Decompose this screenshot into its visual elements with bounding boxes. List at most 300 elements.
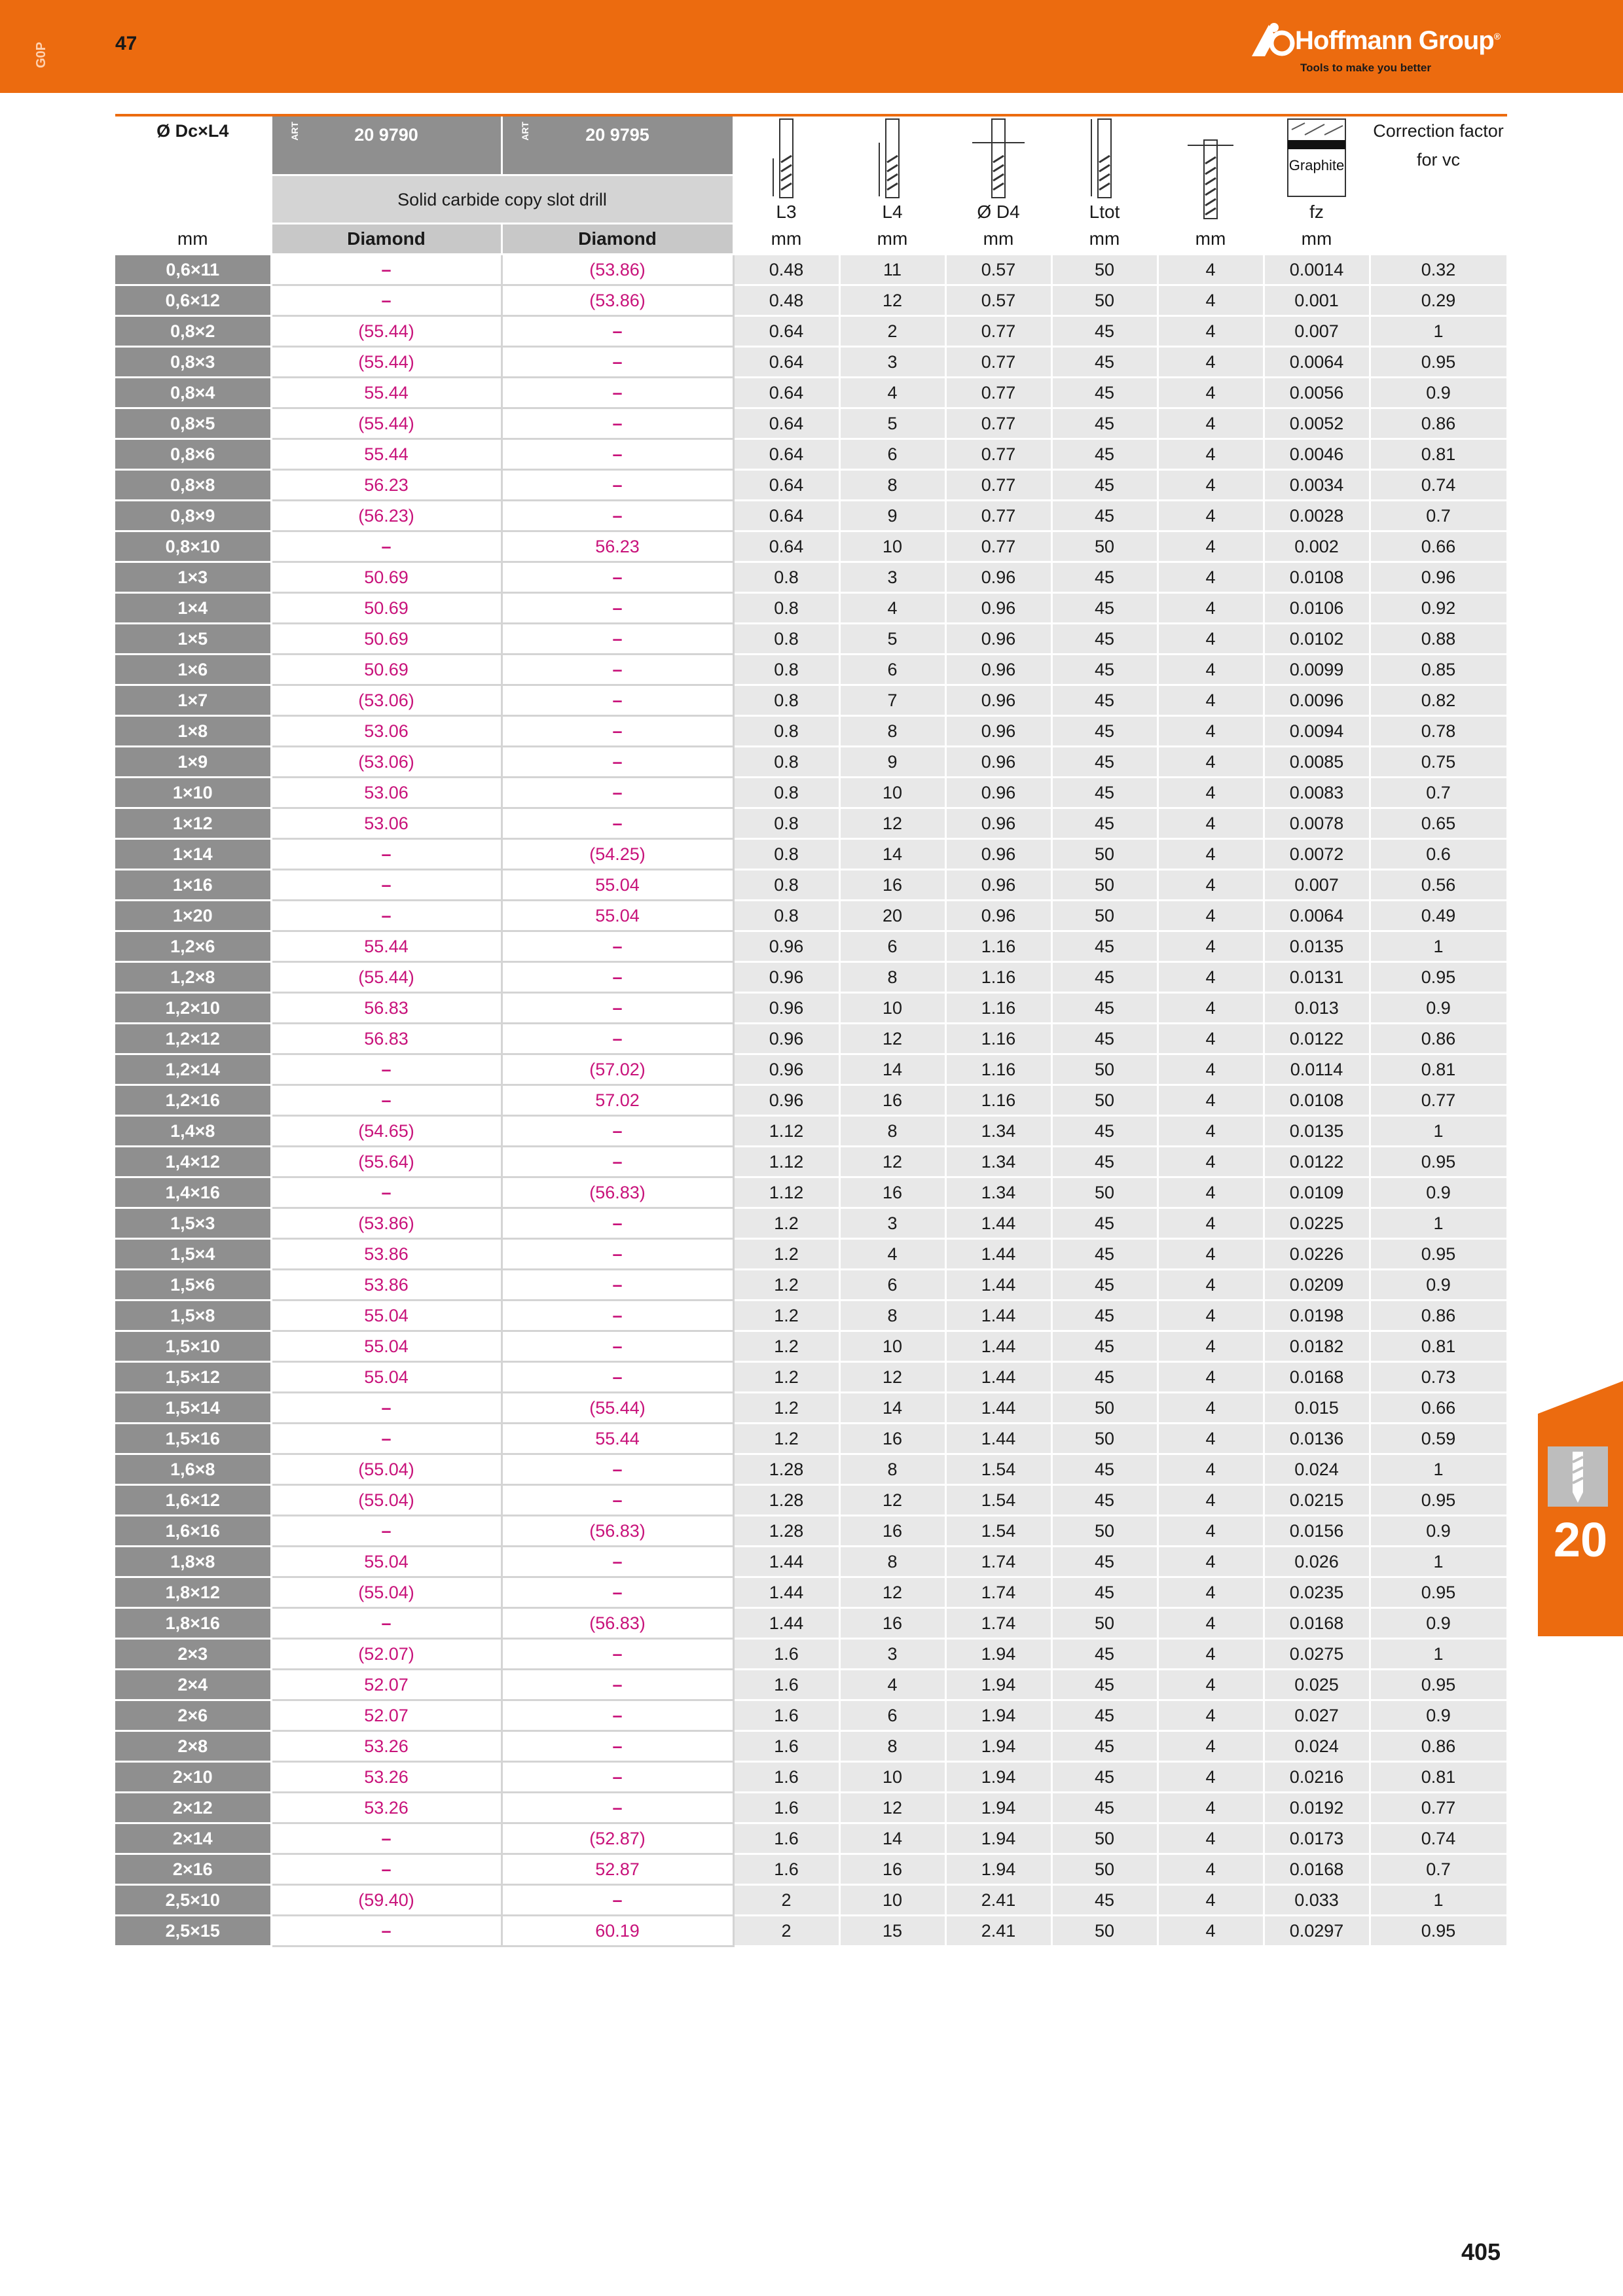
price-b-cell: – bbox=[501, 1885, 733, 1916]
price-a-cell: – bbox=[271, 255, 501, 285]
l3-cell: 0.8 bbox=[733, 685, 839, 716]
ltot-cell: 50 bbox=[1051, 285, 1158, 316]
price-b-cell: – bbox=[501, 1485, 733, 1516]
fz-cell: 0.0156 bbox=[1264, 1516, 1370, 1547]
fz-cell: 0.0198 bbox=[1264, 1300, 1370, 1331]
price-b-cell: – bbox=[501, 1208, 733, 1239]
flutes-cell: 4 bbox=[1158, 962, 1264, 993]
cf-cell: 0.92 bbox=[1370, 593, 1507, 624]
ltot-cell: 45 bbox=[1051, 593, 1158, 624]
size-cell: 2×6 bbox=[115, 1700, 271, 1731]
d4-cell: 1.74 bbox=[945, 1608, 1051, 1639]
l3-cell: 0.96 bbox=[733, 1024, 839, 1054]
cf-cell: 1 bbox=[1370, 316, 1507, 347]
cf-cell: 0.95 bbox=[1370, 1916, 1507, 1946]
l4-cell: 12 bbox=[839, 1362, 945, 1393]
price-b-cell: (56.83) bbox=[501, 1516, 733, 1547]
size-cell: 1×5 bbox=[115, 624, 271, 655]
size-cell: 1,2×12 bbox=[115, 1024, 271, 1054]
price-b-cell: (54.25) bbox=[501, 839, 733, 870]
l4-cell: 9 bbox=[839, 747, 945, 778]
fz-cell: 0.0275 bbox=[1264, 1639, 1370, 1670]
price-b-cell: – bbox=[501, 716, 733, 747]
flutes-cell: 4 bbox=[1158, 778, 1264, 808]
ltot-cell: 45 bbox=[1051, 1454, 1158, 1485]
fz-cell: 0.0226 bbox=[1264, 1239, 1370, 1270]
ltot-cell: 45 bbox=[1051, 1547, 1158, 1577]
ltot-cell: 45 bbox=[1051, 993, 1158, 1024]
flutes-header bbox=[1158, 117, 1264, 224]
l4-cell: 4 bbox=[839, 593, 945, 624]
fz-cell: 0.0135 bbox=[1264, 1116, 1370, 1147]
price-a-cell: 50.69 bbox=[271, 562, 501, 593]
table-row bbox=[115, 993, 1507, 1024]
l3-cell: 0.96 bbox=[733, 962, 839, 993]
price-a-cell: 55.44 bbox=[271, 931, 501, 962]
l3-cell: 0.64 bbox=[733, 439, 839, 470]
price-b-cell: 56.23 bbox=[501, 531, 733, 562]
size-cell: 2×8 bbox=[115, 1731, 271, 1762]
graphite-header: Graphite fz bbox=[1264, 117, 1370, 224]
size-cell: 1,8×12 bbox=[115, 1577, 271, 1608]
fz-cell: 0.033 bbox=[1264, 1885, 1370, 1916]
l4-cell: 12 bbox=[839, 285, 945, 316]
d4-cell: 1.16 bbox=[945, 1024, 1051, 1054]
price-b-cell: – bbox=[501, 962, 733, 993]
cf-cell: 0.9 bbox=[1370, 378, 1507, 408]
brand-name: Hoffmann Group® bbox=[1295, 26, 1501, 55]
l3-cell: 1.44 bbox=[733, 1608, 839, 1639]
flutes-cell: 4 bbox=[1158, 1424, 1264, 1454]
ltot-cell: 45 bbox=[1051, 378, 1158, 408]
d4-cell: 0.77 bbox=[945, 439, 1051, 470]
d4-cell: 0.96 bbox=[945, 562, 1051, 593]
l3-cell: 0.48 bbox=[733, 255, 839, 285]
size-cell: 1,5×4 bbox=[115, 1239, 271, 1270]
ltot-cell: 45 bbox=[1051, 1300, 1158, 1331]
cf-cell: 0.73 bbox=[1370, 1362, 1507, 1393]
fz-cell: 0.0168 bbox=[1264, 1608, 1370, 1639]
table-row bbox=[115, 655, 1507, 685]
l4-cell: 14 bbox=[839, 1823, 945, 1854]
cf-cell: 0.77 bbox=[1370, 1085, 1507, 1116]
cf-cell: 0.82 bbox=[1370, 685, 1507, 716]
l3-cell: 1.6 bbox=[733, 1670, 839, 1700]
cf-cell: 0.81 bbox=[1370, 1331, 1507, 1362]
l3-cell: 1.2 bbox=[733, 1393, 839, 1424]
cf-cell: 0.32 bbox=[1370, 255, 1507, 285]
size-cell: 1,5×3 bbox=[115, 1208, 271, 1239]
ltot-cell: 45 bbox=[1051, 439, 1158, 470]
product-description: Solid carbide copy slot drill bbox=[271, 175, 733, 224]
size-cell: 2×16 bbox=[115, 1854, 271, 1885]
price-b-cell: – bbox=[501, 1331, 733, 1362]
flutes-cell: 4 bbox=[1158, 1393, 1264, 1424]
table-row bbox=[115, 593, 1507, 624]
ltot-cell: 45 bbox=[1051, 747, 1158, 778]
size-cell: 1,4×8 bbox=[115, 1116, 271, 1147]
flutes-cell: 4 bbox=[1158, 1608, 1264, 1639]
unit-cell: Diamond bbox=[501, 224, 733, 255]
cf-cell: 1 bbox=[1370, 1547, 1507, 1577]
cf-cell: 0.95 bbox=[1370, 347, 1507, 378]
d4-cell: 1.34 bbox=[945, 1177, 1051, 1208]
l3-cell: 0.8 bbox=[733, 901, 839, 931]
table-row bbox=[115, 1700, 1507, 1731]
catalog-section-number: 47 bbox=[115, 33, 137, 54]
flutes-cell: 4 bbox=[1158, 1700, 1264, 1731]
price-b-cell: – bbox=[501, 562, 733, 593]
size-cell: 1×7 bbox=[115, 685, 271, 716]
d4-cell: 0.96 bbox=[945, 808, 1051, 839]
cf-cell: 0.86 bbox=[1370, 1300, 1507, 1331]
l3-cell: 1.12 bbox=[733, 1116, 839, 1147]
price-a-cell: (53.86) bbox=[271, 1208, 501, 1239]
l4-cell: 4 bbox=[839, 1239, 945, 1270]
ltot-cell: 50 bbox=[1051, 1608, 1158, 1639]
cf-cell: 0.88 bbox=[1370, 624, 1507, 655]
d4-cell: 0.77 bbox=[945, 501, 1051, 531]
size-cell: 2,5×15 bbox=[115, 1916, 271, 1946]
ltot-cell: 45 bbox=[1051, 470, 1158, 501]
fz-cell: 0.0056 bbox=[1264, 378, 1370, 408]
d4-cell: 1.44 bbox=[945, 1270, 1051, 1300]
size-cell: 1×16 bbox=[115, 870, 271, 901]
fz-cell: 0.007 bbox=[1264, 870, 1370, 901]
table-row bbox=[115, 1208, 1507, 1239]
table-row bbox=[115, 901, 1507, 931]
cf-cell: 1 bbox=[1370, 1454, 1507, 1485]
correction-factor-header: Correction factor for vc bbox=[1370, 117, 1507, 224]
fz-cell: 0.0225 bbox=[1264, 1208, 1370, 1239]
l3-cell: 1.6 bbox=[733, 1731, 839, 1762]
page-number: 405 bbox=[1461, 2238, 1501, 2265]
unit-cell: mm bbox=[733, 224, 839, 255]
price-a-cell: 55.04 bbox=[271, 1362, 501, 1393]
l4-cell: 6 bbox=[839, 1700, 945, 1731]
l4-cell: 12 bbox=[839, 808, 945, 839]
l3-cell: 1.28 bbox=[733, 1485, 839, 1516]
flutes-cell: 4 bbox=[1158, 1516, 1264, 1547]
price-b-cell: (56.83) bbox=[501, 1177, 733, 1208]
price-a-cell: 53.86 bbox=[271, 1239, 501, 1270]
cf-cell: 0.66 bbox=[1370, 1393, 1507, 1424]
price-b-cell: – bbox=[501, 808, 733, 839]
ltot-cell: 45 bbox=[1051, 1239, 1158, 1270]
flutes-cell: 4 bbox=[1158, 839, 1264, 870]
ltot-cell: 45 bbox=[1051, 808, 1158, 839]
l3-cell: 1.2 bbox=[733, 1270, 839, 1300]
flutes-cell: 4 bbox=[1158, 593, 1264, 624]
cf-cell: 0.9 bbox=[1370, 1270, 1507, 1300]
flutes-cell: 4 bbox=[1158, 716, 1264, 747]
l4-cell: 16 bbox=[839, 1085, 945, 1116]
l4-cell: 8 bbox=[839, 1300, 945, 1331]
d4-cell: 0.77 bbox=[945, 378, 1051, 408]
d4-cell: 0.77 bbox=[945, 316, 1051, 347]
unit-cell: mm bbox=[1051, 224, 1158, 255]
d4-cell: 0.77 bbox=[945, 531, 1051, 562]
flutes-cell: 4 bbox=[1158, 1116, 1264, 1147]
cf-cell: 0.9 bbox=[1370, 993, 1507, 1024]
price-b-cell: 55.04 bbox=[501, 870, 733, 901]
flutes-cell: 4 bbox=[1158, 255, 1264, 285]
l4-cell: 8 bbox=[839, 470, 945, 501]
cf-cell: 0.77 bbox=[1370, 1793, 1507, 1823]
price-b-cell: (56.83) bbox=[501, 1608, 733, 1639]
cf-cell: 0.56 bbox=[1370, 870, 1507, 901]
size-cell: 2×3 bbox=[115, 1639, 271, 1670]
fz-cell: 0.0235 bbox=[1264, 1577, 1370, 1608]
flutes-cell: 4 bbox=[1158, 285, 1264, 316]
fz-cell: 0.0122 bbox=[1264, 1024, 1370, 1054]
cf-cell: 0.86 bbox=[1370, 1731, 1507, 1762]
size-cell: 1×4 bbox=[115, 593, 271, 624]
cf-cell: 0.85 bbox=[1370, 655, 1507, 685]
cf-cell: 0.95 bbox=[1370, 962, 1507, 993]
d4-cell: 1.44 bbox=[945, 1300, 1051, 1331]
ltot-cell: 45 bbox=[1051, 931, 1158, 962]
article-b-header: ART 20 9795 bbox=[501, 117, 733, 175]
d4-cell: 1.44 bbox=[945, 1208, 1051, 1239]
price-b-cell: 52.87 bbox=[501, 1854, 733, 1885]
l4-cell: 3 bbox=[839, 562, 945, 593]
fz-cell: 0.0168 bbox=[1264, 1362, 1370, 1393]
table-row bbox=[115, 1608, 1507, 1639]
fz-cell: 0.0064 bbox=[1264, 347, 1370, 378]
l3-cell: 1.44 bbox=[733, 1577, 839, 1608]
size-cell: 1×10 bbox=[115, 778, 271, 808]
price-a-cell: (55.04) bbox=[271, 1454, 501, 1485]
fz-cell: 0.0064 bbox=[1264, 901, 1370, 931]
table-row bbox=[115, 1885, 1507, 1916]
l3-cell: 0.64 bbox=[733, 531, 839, 562]
price-a-cell: (55.64) bbox=[271, 1147, 501, 1177]
size-cell: 1,2×14 bbox=[115, 1054, 271, 1085]
size-cell: 1,6×12 bbox=[115, 1485, 271, 1516]
ltot-cell: 45 bbox=[1051, 1885, 1158, 1916]
d4-cell: 1.16 bbox=[945, 1085, 1051, 1116]
d4-cell: 1.16 bbox=[945, 931, 1051, 962]
price-a-cell: – bbox=[271, 1916, 501, 1946]
d4-cell: 1.94 bbox=[945, 1762, 1051, 1793]
flutes-cell: 4 bbox=[1158, 1454, 1264, 1485]
table-row bbox=[115, 1085, 1507, 1116]
price-a-cell: 52.07 bbox=[271, 1700, 501, 1731]
l3-cell: 0.8 bbox=[733, 562, 839, 593]
size-cell: 1,5×14 bbox=[115, 1393, 271, 1424]
ltot-cell: 45 bbox=[1051, 1147, 1158, 1177]
brand-tagline: Tools to make you better bbox=[1300, 62, 1431, 74]
fz-cell: 0.0034 bbox=[1264, 470, 1370, 501]
price-a-cell: 53.06 bbox=[271, 716, 501, 747]
l3-cell: 1.6 bbox=[733, 1793, 839, 1823]
l4-cell: 4 bbox=[839, 378, 945, 408]
cf-cell: 0.81 bbox=[1370, 439, 1507, 470]
price-b-cell: – bbox=[501, 1454, 733, 1485]
l3-cell: 1.28 bbox=[733, 1454, 839, 1485]
flutes-cell: 4 bbox=[1158, 1793, 1264, 1823]
price-b-cell: 57.02 bbox=[501, 1085, 733, 1116]
price-b-cell: – bbox=[501, 439, 733, 470]
size-cell: 1,6×8 bbox=[115, 1454, 271, 1485]
cf-cell: 0.78 bbox=[1370, 716, 1507, 747]
price-a-cell: (53.06) bbox=[271, 685, 501, 716]
d4-cell: 0.57 bbox=[945, 285, 1051, 316]
table-row bbox=[115, 1516, 1507, 1547]
unit-cell bbox=[1370, 224, 1507, 255]
table-row bbox=[115, 316, 1507, 347]
table-row bbox=[115, 1424, 1507, 1454]
fz-cell: 0.0297 bbox=[1264, 1916, 1370, 1946]
price-a-cell: 53.26 bbox=[271, 1793, 501, 1823]
l4-cell: 2 bbox=[839, 316, 945, 347]
table-row bbox=[115, 378, 1507, 408]
ltot-cell: 45 bbox=[1051, 1639, 1158, 1670]
price-a-cell: – bbox=[271, 1177, 501, 1208]
ltot-cell: 50 bbox=[1051, 1854, 1158, 1885]
price-a-cell: (55.44) bbox=[271, 962, 501, 993]
flutes-cell: 4 bbox=[1158, 1670, 1264, 1700]
l3-cell: 1.2 bbox=[733, 1300, 839, 1331]
fz-cell: 0.0099 bbox=[1264, 655, 1370, 685]
l4-cell: 9 bbox=[839, 501, 945, 531]
ltot-cell: 50 bbox=[1051, 531, 1158, 562]
price-b-cell: – bbox=[501, 347, 733, 378]
price-b-cell: – bbox=[501, 1547, 733, 1577]
l3-cell: 1.6 bbox=[733, 1762, 839, 1793]
price-a-cell: 53.26 bbox=[271, 1731, 501, 1762]
ltot-cell: 45 bbox=[1051, 655, 1158, 685]
ltot-cell: 45 bbox=[1051, 347, 1158, 378]
ltot-cell: 45 bbox=[1051, 1731, 1158, 1762]
d4-cell: 0.77 bbox=[945, 347, 1051, 378]
ltot-cell: 50 bbox=[1051, 1823, 1158, 1854]
size-cell: 1,2×6 bbox=[115, 931, 271, 962]
cf-cell: 0.9 bbox=[1370, 1177, 1507, 1208]
d4-cell: 1.44 bbox=[945, 1424, 1051, 1454]
fz-cell: 0.0046 bbox=[1264, 439, 1370, 470]
ltot-cell: 45 bbox=[1051, 1270, 1158, 1300]
table-row bbox=[115, 931, 1507, 962]
flutes-cell: 4 bbox=[1158, 1177, 1264, 1208]
flutes-cell: 4 bbox=[1158, 901, 1264, 931]
ltot-cell: 45 bbox=[1051, 716, 1158, 747]
table-row bbox=[115, 747, 1507, 778]
price-a-cell: – bbox=[271, 1516, 501, 1547]
d4-cell: 0.96 bbox=[945, 655, 1051, 685]
chapter-tab bbox=[1538, 1381, 1623, 1636]
l4-cell: 8 bbox=[839, 962, 945, 993]
price-a-cell: 55.04 bbox=[271, 1547, 501, 1577]
l4-cell: 16 bbox=[839, 1177, 945, 1208]
fz-cell: 0.025 bbox=[1264, 1670, 1370, 1700]
cf-cell: 0.66 bbox=[1370, 531, 1507, 562]
size-cell: 2×12 bbox=[115, 1793, 271, 1823]
table-row bbox=[115, 808, 1507, 839]
cf-cell: 0.49 bbox=[1370, 901, 1507, 931]
price-a-cell: 55.44 bbox=[271, 439, 501, 470]
fz-cell: 0.002 bbox=[1264, 531, 1370, 562]
ltot-cell: 45 bbox=[1051, 1762, 1158, 1793]
unit-cell: mm bbox=[1264, 224, 1370, 255]
flutes-cell: 4 bbox=[1158, 1208, 1264, 1239]
price-b-cell: (57.02) bbox=[501, 1054, 733, 1085]
price-b-cell: (53.86) bbox=[501, 285, 733, 316]
table-row bbox=[115, 531, 1507, 562]
ltot-cell: 50 bbox=[1051, 1054, 1158, 1085]
cf-cell: 1 bbox=[1370, 931, 1507, 962]
size-cell: 0,6×12 bbox=[115, 285, 271, 316]
ltot-cell: 50 bbox=[1051, 1085, 1158, 1116]
l3-cell: 0.48 bbox=[733, 285, 839, 316]
ltot-cell: 50 bbox=[1051, 1393, 1158, 1424]
size-cell: 1,8×16 bbox=[115, 1608, 271, 1639]
table-row bbox=[115, 716, 1507, 747]
d4-cell: 1.94 bbox=[945, 1700, 1051, 1731]
ltot-cell: 50 bbox=[1051, 1424, 1158, 1454]
price-b-cell: – bbox=[501, 1116, 733, 1147]
fz-cell: 0.0135 bbox=[1264, 931, 1370, 962]
flutes-cell: 4 bbox=[1158, 1331, 1264, 1362]
price-a-cell: 55.04 bbox=[271, 1331, 501, 1362]
l3-cell: 0.8 bbox=[733, 808, 839, 839]
price-a-cell: 53.86 bbox=[271, 1270, 501, 1300]
cf-cell: 0.65 bbox=[1370, 808, 1507, 839]
fz-cell: 0.0215 bbox=[1264, 1485, 1370, 1516]
price-a-cell: – bbox=[271, 1085, 501, 1116]
size-cell: 0,8×4 bbox=[115, 378, 271, 408]
price-a-cell: – bbox=[271, 839, 501, 870]
price-b-cell: – bbox=[501, 593, 733, 624]
price-b-cell: – bbox=[501, 1147, 733, 1177]
price-b-cell: 55.04 bbox=[501, 901, 733, 931]
price-b-cell: – bbox=[501, 1362, 733, 1393]
fz-cell: 0.0109 bbox=[1264, 1177, 1370, 1208]
d4-cell: 1.16 bbox=[945, 962, 1051, 993]
table-row bbox=[115, 1454, 1507, 1485]
l4-cell: 20 bbox=[839, 901, 945, 931]
l4-cell: 6 bbox=[839, 1270, 945, 1300]
size-cell: 1,2×16 bbox=[115, 1085, 271, 1116]
d4-cell: 1.44 bbox=[945, 1239, 1051, 1270]
price-a-cell: (56.23) bbox=[271, 501, 501, 531]
flutes-cell: 4 bbox=[1158, 1054, 1264, 1085]
price-a-cell: 50.69 bbox=[271, 624, 501, 655]
flutes-cell: 4 bbox=[1158, 993, 1264, 1024]
size-cell: 1×20 bbox=[115, 901, 271, 931]
d4-cell: 1.44 bbox=[945, 1362, 1051, 1393]
price-b-cell: 60.19 bbox=[501, 1916, 733, 1946]
cf-cell: 0.9 bbox=[1370, 1700, 1507, 1731]
fz-cell: 0.013 bbox=[1264, 993, 1370, 1024]
l3-cell: 0.8 bbox=[733, 778, 839, 808]
table-row bbox=[115, 562, 1507, 593]
ltot-cell: 50 bbox=[1051, 1177, 1158, 1208]
fz-cell: 0.0102 bbox=[1264, 624, 1370, 655]
table-row bbox=[115, 439, 1507, 470]
l3-cell: 1.6 bbox=[733, 1700, 839, 1731]
table-row bbox=[115, 1147, 1507, 1177]
fz-cell: 0.0122 bbox=[1264, 1147, 1370, 1177]
flutes-cell: 4 bbox=[1158, 1085, 1264, 1116]
cf-cell: 0.74 bbox=[1370, 1823, 1507, 1854]
price-b-cell: – bbox=[501, 316, 733, 347]
cf-cell: 1 bbox=[1370, 1885, 1507, 1916]
flutes-cell: 4 bbox=[1158, 1639, 1264, 1670]
l4-cell: 5 bbox=[839, 408, 945, 439]
fz-cell: 0.0173 bbox=[1264, 1823, 1370, 1854]
